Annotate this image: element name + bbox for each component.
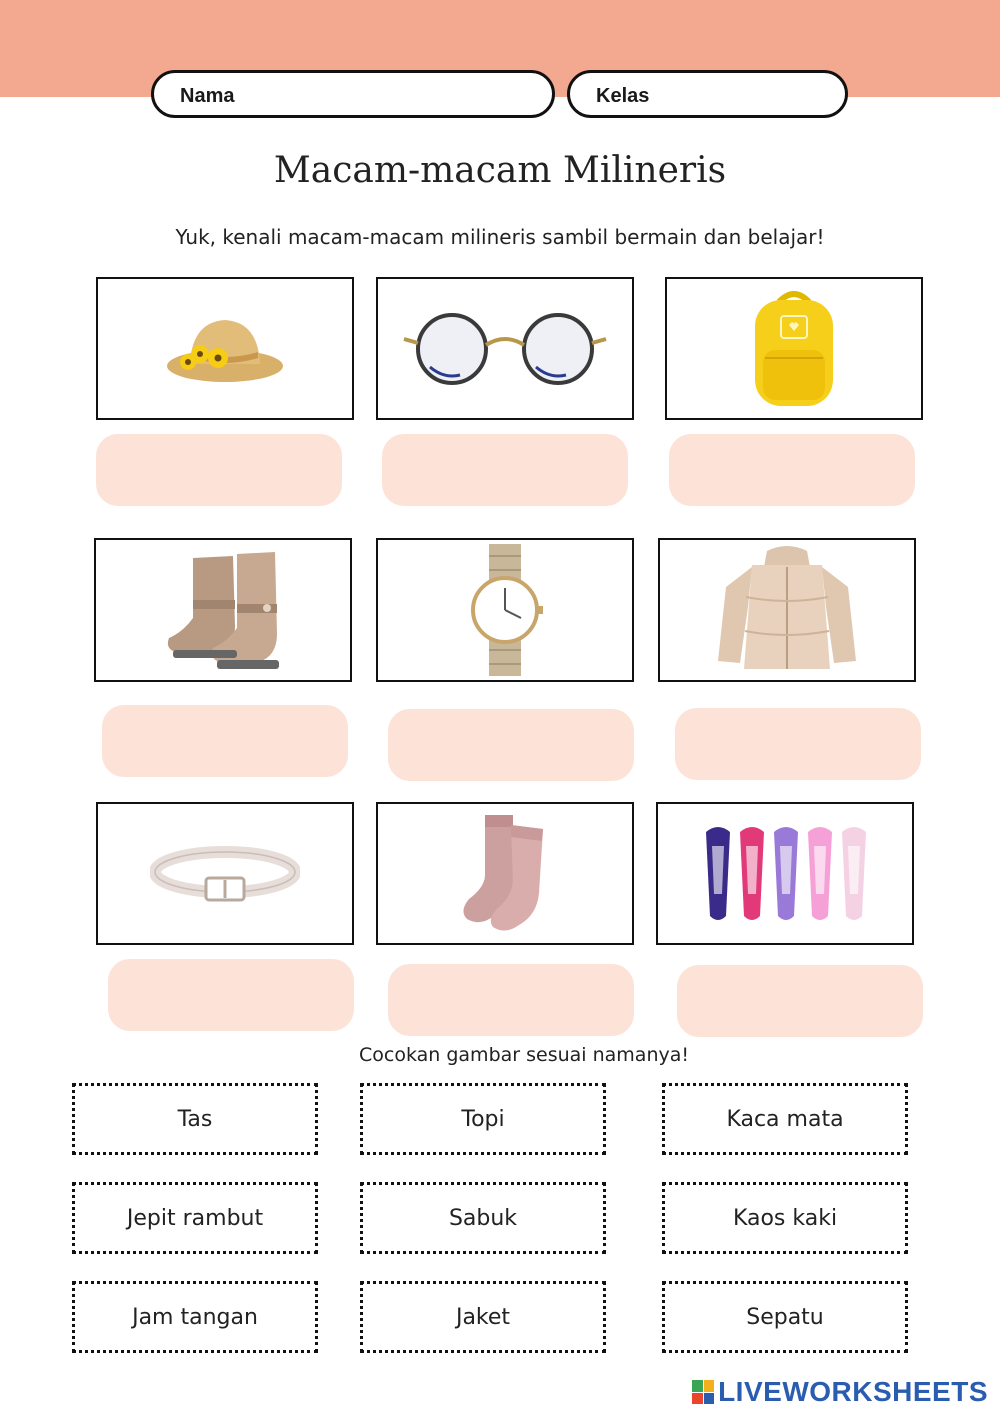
liveworksheets-logo [692, 1376, 988, 1408]
answer-drop-zone[interactable] [669, 434, 915, 506]
word-card[interactable]: Tas [72, 1083, 318, 1155]
backpack-icon [739, 286, 849, 412]
word-card[interactable]: Kaos kaki [662, 1182, 908, 1254]
picture-card-jacket [658, 538, 916, 682]
picture-card-hat [96, 277, 354, 420]
word-card[interactable]: Topi [360, 1083, 606, 1155]
name-label: Nama [180, 85, 235, 107]
picture-card-glasses [376, 277, 634, 420]
liveworksheets-logo-icon [692, 1380, 714, 1404]
picture-card-backpack [665, 277, 923, 420]
word-card[interactable]: Jam tangan [72, 1281, 318, 1353]
class-field[interactable] [567, 70, 848, 118]
answer-drop-zone[interactable] [108, 959, 354, 1031]
boots-icon [153, 548, 293, 672]
wristwatch-icon [465, 542, 545, 678]
word-card[interactable]: Kaca mata [662, 1083, 908, 1155]
word-card[interactable]: Sabuk [360, 1182, 606, 1254]
jacket-icon [712, 543, 862, 677]
hair-clips-icon [700, 824, 870, 924]
instruction-text: Cocokan gambar sesuai namanya! [359, 1044, 689, 1066]
picture-card-belt [96, 802, 354, 945]
answer-drop-zone[interactable] [382, 434, 628, 506]
page-subtitle: Yuk, kenali macam-macam milineris sambil bermain dan belajar! [175, 225, 825, 249]
word-card[interactable]: Jaket [360, 1281, 606, 1353]
socks-icon [455, 811, 555, 937]
answer-drop-zone[interactable] [677, 965, 923, 1037]
answer-drop-zone[interactable] [675, 708, 921, 780]
answer-drop-zone[interactable] [388, 964, 634, 1036]
answer-drop-zone[interactable] [388, 709, 634, 781]
name-field[interactable] [151, 70, 555, 118]
word-card[interactable]: Jepit rambut [72, 1182, 318, 1254]
page-title: Macam-macam Milineris [273, 150, 727, 191]
word-card[interactable]: Sepatu [662, 1281, 908, 1353]
picture-card-boots [94, 538, 352, 682]
straw-hat-icon [160, 304, 290, 394]
belt-icon [150, 844, 300, 904]
brand-name: LIVEWORKSHEETS [718, 1376, 988, 1407]
picture-card-hair-clips [656, 802, 914, 945]
answer-drop-zone[interactable] [102, 705, 348, 777]
class-label: Kelas [596, 85, 650, 107]
picture-card-watch [376, 538, 634, 682]
glasses-icon [400, 309, 610, 389]
picture-card-socks [376, 802, 634, 945]
answer-drop-zone[interactable] [96, 434, 342, 506]
